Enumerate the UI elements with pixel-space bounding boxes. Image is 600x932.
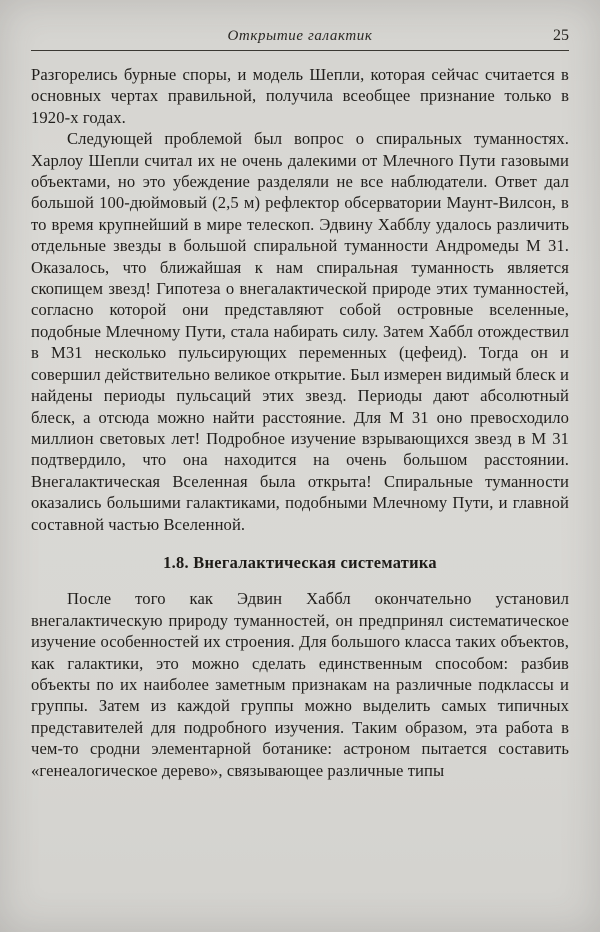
paragraph-continuation: Разгорелись бурные споры, и модель Шепли, которая сейчас считается в основных чертах правильной, получила всеобщее признание только в 1920-х годах. bbox=[31, 65, 569, 127]
paragraph-spiral-nebulae: Следующей проблемой был вопрос о спиральных туманностях. Харлоу Шепли считал их не очень далекими от Млечного Пути газовыми объектами, но это убеждение разделяли не все наблюдатели. Ответ дал большой 100-дюймовый (2,5 м) рефлектор обсерватории Маунт-Вилсон, в то время крупнейший в мире телескоп. Эдвину Хабблу удалось различить отдельные звезды в большой спиральной туманности Андромеды М 31. Оказалось, что ближайшая к нам спиральная туманность является скопищем звезд! Гипотеза о внегалактической природе этих туманностей, согласно которой они представляют собой островные вселенные, подобные Млечному Пути, стала набирать силу. Затем Хаббл отождествил в М31 несколько пульсирующих переменных (цефеид). Тогда он и совершил действительно великое открытие. Был измерен видимый блеск и найдены периоды пульсаций этих звезд. Периоды дают абсолютный блеск, а отсюда можно найти расстояние. Для М 31 оно превосходило миллион световых лет! Подробное изучение взрывающихся звезд в М 31 подтвердило, что она находится на очень большом расстоянии. Внегалактическая Вселенная была открыта! Спиральные туманности оказались большими галактиками, подобными Млечному Пути, и главной составной частью Вселенной. bbox=[31, 129, 570, 534]
page-number: 25 bbox=[553, 27, 569, 44]
header-rule bbox=[31, 50, 569, 51]
section-heading: 1.8. Внегалактическая систематика bbox=[163, 552, 437, 572]
paragraph-systematics: После того как Эдвин Хаббл окончательно установил внегалактическую природу туманностей, он предпринял систематическое изучение особенностей их строения. Для большого класса таких объектов, как галактики, это можно сделать единственным способом: разбив объекты по их наиболее заметным признакам на различные подклассы и группы. Затем из каждой группы можно выделить самых типичных представителей для подробного изучения. Таким образом, эта работа в чем-то сродни элементарной ботанике: астроном пытается составить «генеалогическое дерево», связывающее различные типы bbox=[31, 589, 569, 780]
running-title: Открытие галактик bbox=[227, 28, 373, 44]
page-body bbox=[31, 64, 569, 781]
page-header bbox=[31, 26, 569, 48]
